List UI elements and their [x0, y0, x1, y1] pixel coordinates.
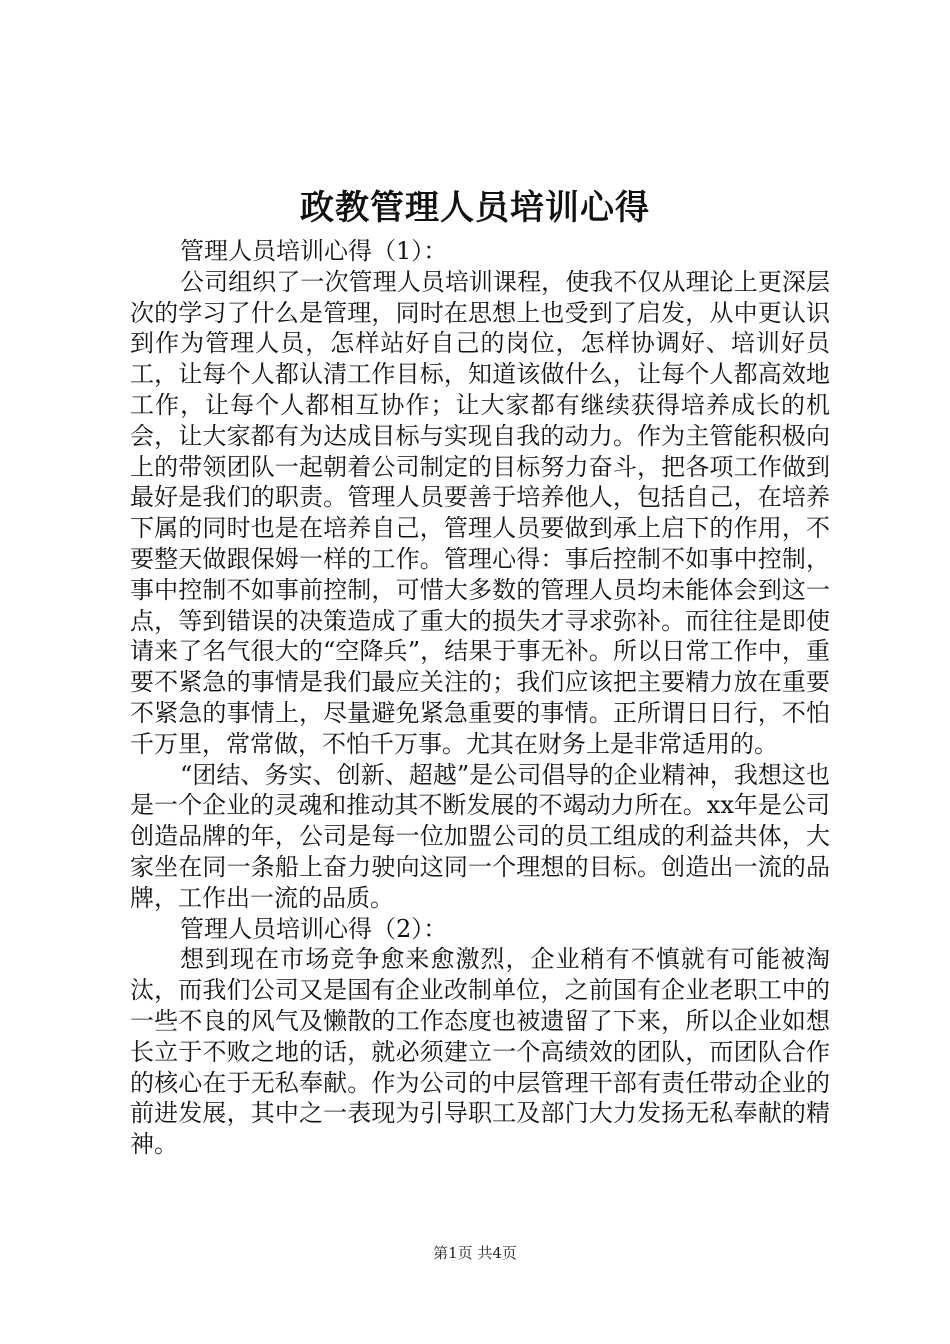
section-heading-2: 管理人员培训心得（2）： — [180, 914, 448, 943]
document-body — [130, 236, 830, 1160]
page-footer: 第1页 共4页 — [433, 1244, 517, 1262]
document-title: 政教管理人员培训心得 — [300, 188, 650, 228]
paragraph-1: 公司组织了一次管理人员培训课程，使我不仅从理论上更深层次的学习了什么是管理，同时在思想上也受到了启发，从中更认识到作为管理人员，怎样站好自己的岗位，怎样协调好、培训好员工，让每个人都认清工作目标，知道该做什么，让每个人都高效地工作，让每个人都相互协作；让大家都有继续获得培养成长的机会，让大家都有为达成目标与实现自我的动力。作为主管能积极向上的带领团队一起朝着公司制定的目标努力奋斗，把各项工作做到最好是我们的职责。管理人员要善于培养他人，包括自己，在培养下属的同时也是在培养自己，管理人员要做到承上启下的作用，不要整天做跟保姆一样的工作。管理心得：事后控制不如事中控制，事中控制不如事前控制，可惜大多数的管理人员均未能体会到这一点，等到错误的决策造成了重大的损失才寻求弥补。而往往是即使请来了名气很大的“空降兵”，结果于事无补。所以日常工作中，重要不紧急的事情是我们最应关注的；我们应该把主要精力放在重要不紧急的事情上，尽量避免紧急重要的事情。正所谓日日行，不怕千万里，常常做，不怕千万事。尤其在财务上是非常适用的。 — [130, 267, 830, 758]
section-heading-1: 管理人员培训心得（1）： — [180, 237, 448, 265]
paragraph-3: 想到现在市场竞争愈来愈激烈，企业稍有不慎就有可能被淘汰，而我们公司又是国有企业改制单位，之前国有企业老职工中的一些不良的风气及懒散的工作态度也被遗留了下来，所以企业如想长立于不败之地的话，就必须建立一个高绩效的团队，而团队合作的核心在于无私奉献。作为公司的中层管理干部有责任带动企业的前进发展，其中之一表现为引导职工及部门大力发扬无私奉献的精神。 — [130, 945, 830, 1159]
paragraph-2: “团结、务实、创新、超越”是公司倡导的企业精神，我想这也是一个企业的灵魂和推动其不断发展的不竭动力所在。xx年是公司创造品牌的年，公司是每一位加盟公司的员工组成的利益共体，大家坐在同一条船上奋力驶向这同一个理想的目标。创造出一流的品牌，工作出一流的品质。 — [130, 760, 830, 912]
